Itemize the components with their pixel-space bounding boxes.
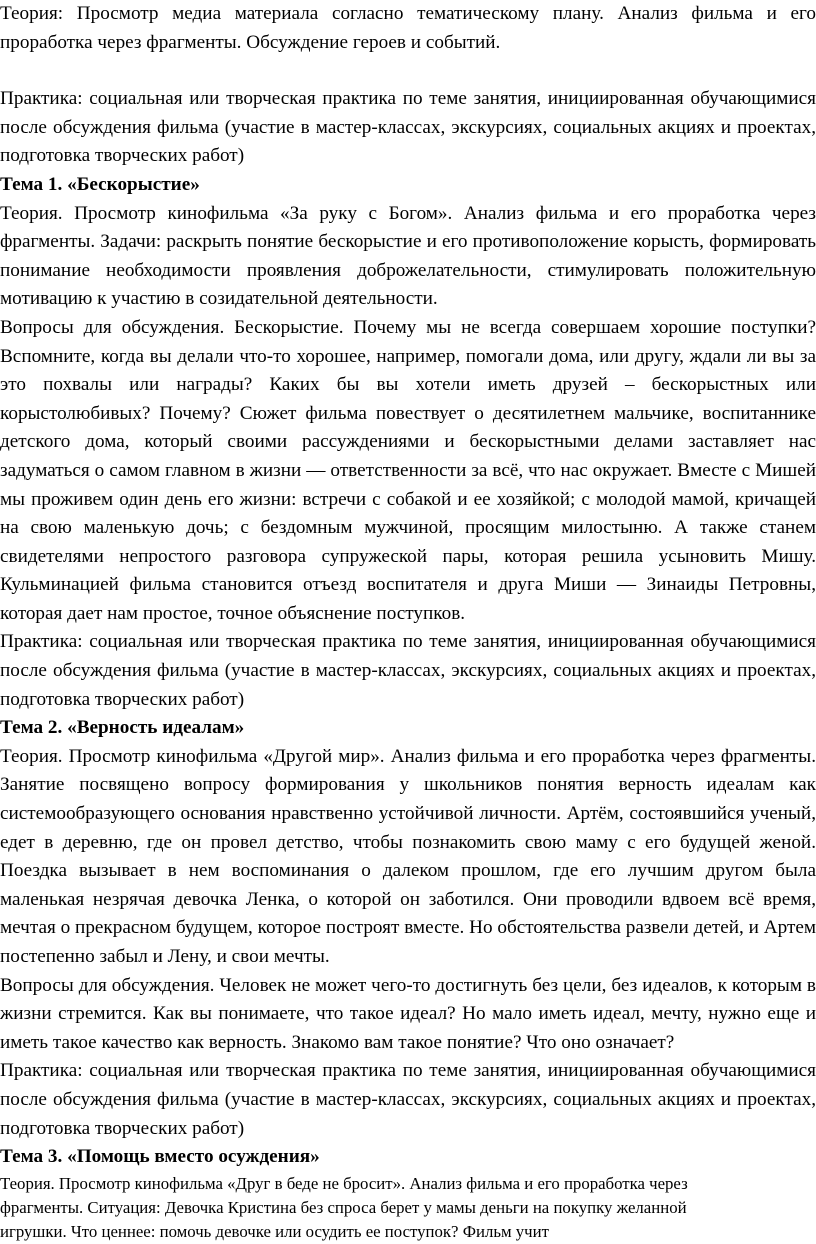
topic3-theory-line: игрушки. Что ценнее: помочь девочке или осудить ее поступок? Фильм учит [0, 1221, 549, 1241]
topic1-theory-paragraph: Теория. Просмотр кинофильма «За руку с Богом». Анализ фильма и его проработка через фрагменты. Задачи: раскрыть понятие бескорыстие и его противоположение корысть, формировать понимание необходимости проявления доброжелательности, стимулировать положительную мотивацию к участию в созидательной деятельности. [0, 202, 816, 310]
intro-practice-paragraph: Практика: социальная или творческая практика по теме занятия, инициированная обучающимися после обсуждения фильма (участие в мастер-классах, экскурсиях, социальных акциях и проектах, подготовка творческих работ) [0, 88, 816, 167]
topic1-heading: Тема 1. «Бескорыстие» [0, 173, 200, 195]
topic2-theory-paragraph: Теория. Просмотр кинофильма «Другой мир». Анализ фильма и его проработка через фрагменты. Занятие посвящено вопросу формирования у школьников понятия верность идеалам как системообразующего основания нравственно устойчивой личности. Артём, состоявшийся ученый, едет в деревню, где он провел детство, чтобы познакомить свою маму с его будущей женой. Поездка вызывает в нем воспоминания о далеком прошлом, где его лучшим другом была маленькая незрячая девочка Ленка, о которой он заботился. Они проводили вдвоем всё время, мечтая о прекрасном будущем, которое построят вместе. Но обстоятельства развели детей, и Артем постепенно забыл и Лену, и свои мечты. [0, 745, 816, 967]
intro-theory-paragraph: Теория: Просмотр медиа материала согласно тематическому плану. Анализ фильма и его проработка через фрагменты. Обсуждение героев и событий. [0, 3, 816, 53]
topic3-theory-paragraph [0, 1172, 816, 1244]
topic3-theory-line: Теория. Просмотр кинофильма «Друг в беде не бросит». Анализ фильма и его проработка через [0, 1173, 688, 1193]
paragraph-spacer [0, 57, 816, 85]
topic2-practice-paragraph: Практика: социальная или творческая практика по теме занятия, инициированная обучающимися после обсуждения фильма (участие в мастер-классах, экскурсиях, социальных акциях и проектах, подготовка творческих работ) [0, 1060, 816, 1139]
topic3-theory-line: фрагменты. Ситуация: Девочка Кристина без спроса берет у мамы деньги на покупку желанной [0, 1197, 687, 1217]
topic1-practice-paragraph: Практика: социальная или творческая практика по теме занятия, инициированная обучающимися после обсуждения фильма (участие в мастер-классах, экскурсиях, социальных акциях и проектах, подготовка творческих работ) [0, 631, 816, 710]
topic1-questions-paragraph: Вопросы для обсуждения. Бескорыстие. Почему мы не всегда совершаем хорошие поступки? Вспомните, когда вы делали что-то хорошее, например, помогали дома, или другу, ждали ли вы за это похвалы или награды? Каких бы вы хотели иметь друзей – бескорыстных или корыстолюбивых? Почему? Сюжет фильма повествует о десятилетнем мальчике, воспитаннике детского дома, который своими рассуждениями и бескорыстными делами заставляет нас задуматься о самом главном в жизни — ответственности за всё, что нас окружает. Вместе с Мишей мы проживем один день его жизни: встречи с собакой и ее хозяйкой; с молодой мамой, кричащей на свою маленькую дочь; с бездомным мужчиной, просящим милостыню. А также станем свидетелями непростого разговора супружеской пары, которая решила усыновить Мишу. Кульминацией фильма становится отъезд воспитателя и друга Миши — Зинаиды Петровны, которая дает нам простое, точное объяснение поступков. [0, 316, 816, 624]
topic2-questions-paragraph: Вопросы для обсуждения. Человек не может чего-то достигнуть без цели, без идеалов, к которым в жизни стремится. Как вы понимаете, что такое идеал? Но мало иметь идеал, мечту, нужно еще и иметь такое качество как верность. Знакомо вам такое понятие? Что оно означает? [0, 974, 816, 1053]
topic2-heading: Тема 2. «Верность идеалам» [0, 717, 245, 739]
topic3-heading: Тема 3. «Помощь вместо осуждения» [0, 1146, 320, 1168]
